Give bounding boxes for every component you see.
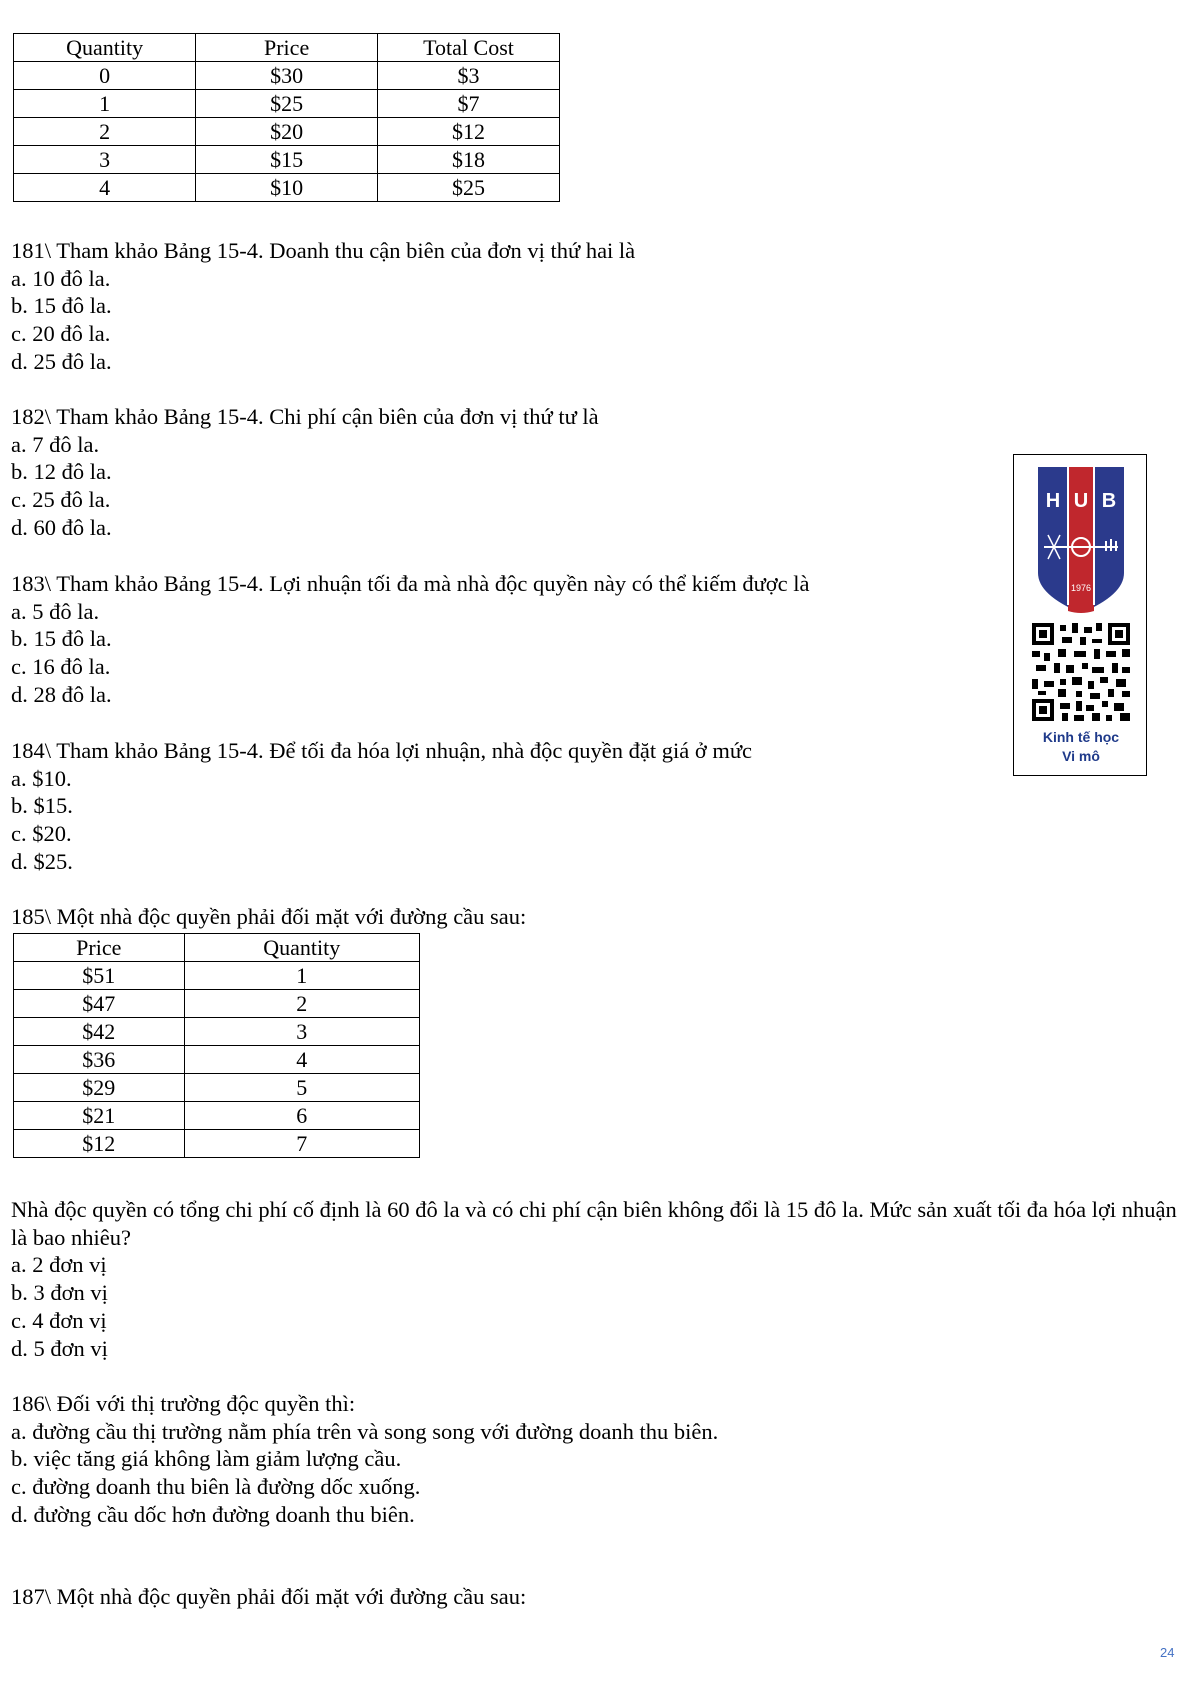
table-cell: $15 (196, 146, 378, 174)
table-cell: $18 (378, 146, 560, 174)
table-cell: 2 (14, 118, 196, 146)
answer-option: d. $25. (11, 848, 73, 874)
question-stem: 185\ Một nhà độc quyền phải đối mặt với đường cầu sau: (11, 904, 527, 929)
question-stem: 184\ Tham khảo Bảng 15-4. Để tối đa hóa lợi nhuận, nhà độc quyền đặt giá ở mức (11, 738, 753, 763)
table-row (14, 90, 560, 118)
answer-option: d. 60 đô la. (11, 514, 112, 540)
svg-text:U: U (1073, 490, 1089, 512)
answer-option: c. 25 đô la. (11, 487, 111, 513)
table-cell: 6 (184, 1102, 419, 1130)
table-cell: $12 (14, 1130, 185, 1158)
svg-text:H: H (1045, 490, 1061, 512)
question-185-stem (11, 903, 526, 931)
question-stem: 182\ Tham khảo Bảng 15-4. Chi phí cận biên của đơn vị thứ tư là (11, 404, 599, 429)
table-row (14, 62, 560, 90)
table-row (14, 1102, 420, 1130)
answer-option: c. đường doanh thu biên là đường dốc xuống. (11, 1474, 421, 1500)
answer-option: a. 7 đô la. (11, 431, 100, 457)
table-cell: $47 (14, 990, 185, 1018)
answer-option: a. $10. (11, 765, 72, 791)
table-15-4 (13, 33, 560, 202)
table-header-row (14, 34, 560, 62)
answer-option: c. 16 đô la. (11, 654, 111, 680)
table-row (14, 1074, 420, 1102)
table-row (14, 174, 560, 202)
table-cell: $20 (196, 118, 378, 146)
table-header-row (14, 934, 420, 962)
answer-option: d. đường cầu dốc hơn đường doanh thu biên. (11, 1501, 415, 1527)
answer-option: a. đường cầu thị trường nằm phía trên và song song với đường doanh thu biên. (11, 1418, 719, 1444)
answer-option: d. 25 đô la. (11, 348, 112, 374)
table-cell: 2 (184, 990, 419, 1018)
table-row (14, 1018, 420, 1046)
answer-option: b. 15 đô la. (11, 626, 112, 652)
table-row (14, 962, 420, 990)
table-cell: $10 (196, 174, 378, 202)
question-187 (11, 1583, 526, 1611)
answer-option: b. 12 đô la. (11, 459, 112, 485)
answer-option: c. $20. (11, 821, 72, 847)
table-row (14, 118, 560, 146)
question-186 (11, 1390, 718, 1529)
table-cell: $21 (14, 1102, 185, 1130)
table-row (14, 1130, 420, 1158)
table-cell: 3 (14, 146, 196, 174)
table-cell: $36 (14, 1046, 185, 1074)
question-184 (11, 737, 752, 876)
answer-option: b. 3 đơn vị (11, 1280, 108, 1306)
question-stem: 186\ Đối với thị trường độc quyền thì: (11, 1391, 356, 1416)
table-cell: $25 (196, 90, 378, 118)
table-cell: $12 (378, 118, 560, 146)
table-cell: $51 (14, 962, 185, 990)
qr-code-icon (1032, 623, 1130, 721)
table-cell: $29 (14, 1074, 185, 1102)
demand-table (13, 933, 420, 1158)
answer-option: a. 2 đơn vị (11, 1252, 107, 1278)
table-cell: $7 (378, 90, 560, 118)
table-row (14, 1046, 420, 1074)
question-183 (11, 570, 810, 709)
column-header: Price (196, 34, 378, 62)
table-cell: 3 (184, 1018, 419, 1046)
answer-option: b. $15. (11, 793, 73, 819)
page-number: 24 (1160, 1645, 1175, 1660)
answer-option: c. 20 đô la. (11, 321, 111, 347)
answer-option: d. 28 đô la. (11, 681, 112, 707)
table-row (14, 990, 420, 1018)
answer-option: c. 4 đơn vị (11, 1307, 107, 1333)
table-cell: $30 (196, 62, 378, 90)
table-row (14, 146, 560, 174)
answer-option: a. 10 đô la. (11, 265, 111, 291)
answer-option: b. 15 đô la. (11, 293, 112, 319)
logo-caption-line2: Vi mô (1062, 748, 1100, 764)
table-cell: 5 (184, 1074, 419, 1102)
column-header: Price (14, 934, 185, 962)
hub-logo-box (1013, 454, 1147, 776)
table-cell: 0 (14, 62, 196, 90)
column-header: Quantity (14, 34, 196, 62)
table-cell: $42 (14, 1018, 185, 1046)
question-text: Nhà độc quyền có tổng chi phí cố định là 60 đô la và có chi phí cận biên không đổi là 15 đô la. Mức sản xuất tối đa hóa lợi nhuận là bao nhiêu? (11, 1197, 1177, 1250)
answer-option: a. 5 đô la. (11, 598, 100, 624)
svg-text:1976: 1976 (1070, 583, 1092, 593)
logo-caption-line1: Kinh tế học (1042, 729, 1120, 745)
question-181 (11, 237, 635, 376)
table-cell: 4 (14, 174, 196, 202)
column-header: Quantity (184, 934, 419, 962)
table-cell: 7 (184, 1130, 419, 1158)
question-stem: 187\ Một nhà độc quyền phải đối mặt với đường cầu sau: (11, 1584, 527, 1609)
table-cell: $25 (378, 174, 560, 202)
answer-option: d. 5 đơn vị (11, 1335, 108, 1361)
hub-logo-icon (1014, 455, 1148, 725)
svg-text:B: B (1101, 490, 1117, 512)
question-182 (11, 403, 599, 542)
column-header: Total Cost (378, 34, 560, 62)
answer-option: b. việc tăng giá không làm giảm lượng cầu. (11, 1446, 402, 1472)
table-cell: 1 (184, 962, 419, 990)
question-stem: 181\ Tham khảo Bảng 15-4. Doanh thu cận biên của đơn vị thứ hai là (11, 238, 636, 263)
question-185-body (11, 1196, 1179, 1362)
table-cell: 1 (14, 90, 196, 118)
question-stem: 183\ Tham khảo Bảng 15-4. Lợi nhuận tối đa mà nhà độc quyền này có thể kiếm được là (11, 571, 810, 596)
table-cell: $3 (378, 62, 560, 90)
table-cell: 4 (184, 1046, 419, 1074)
